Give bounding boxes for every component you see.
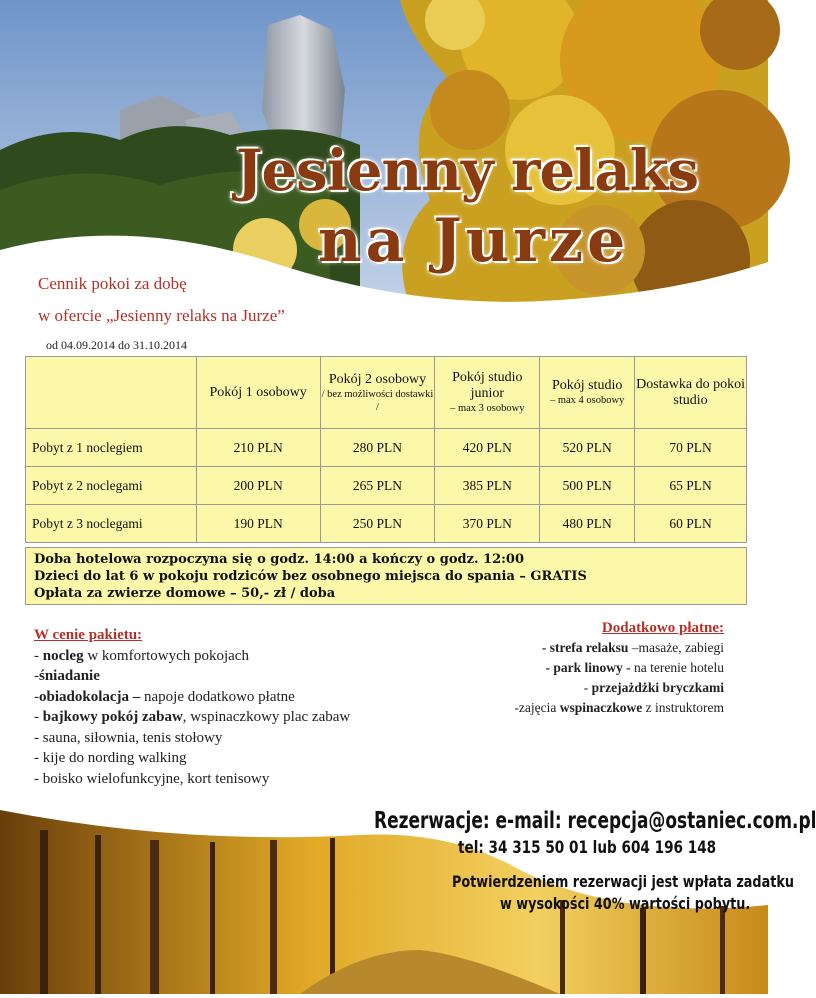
row-label: Pobyt z 1 noclegiem	[26, 429, 197, 467]
hotel-notes	[25, 547, 747, 605]
list-item: - sauna, siłownia, tenis stołowy	[34, 729, 223, 746]
offer-dates: od 04.09.2014 do 31.10.2014	[46, 338, 187, 352]
note-pets: Opłata za zwierze domowe – 50,- zł / doba	[34, 586, 336, 601]
price-table	[25, 356, 747, 543]
list-item: -śniadanie	[34, 668, 100, 684]
pricelist-heading: Cennik pokoi za dobę	[38, 274, 187, 293]
table-header	[540, 357, 635, 429]
price-cell: 420 PLN	[435, 429, 540, 467]
price-cell: 70 PLN	[635, 429, 747, 467]
deposit-note-line2: w wysokości 40% wartości pobytu.	[500, 894, 751, 913]
price-cell: 60 PLN	[635, 505, 747, 543]
header-main: Pokój studio	[551, 378, 623, 393]
price-cell: 480 PLN	[540, 505, 635, 543]
reservation-email: Rezerwacje: e-mail: recepcja@ostaniec.com.pl	[374, 808, 816, 834]
table-header	[196, 357, 320, 429]
list-item: - kije do nording walking	[34, 750, 187, 766]
table-row	[26, 505, 747, 543]
price-cell: 370 PLN	[435, 505, 540, 543]
reservation-phone: tel: 34 315 50 01 lub 604 196 148	[458, 838, 717, 858]
page-title-line2: na Jurze	[318, 206, 630, 276]
page-title-line1: Jesienny relaks	[236, 138, 699, 204]
price-cell: 65 PLN	[635, 467, 747, 505]
price-cell: 200 PLN	[196, 467, 320, 505]
list-item: - bajkowy pokój zabaw, wspinaczkowy plac zabaw	[34, 709, 351, 725]
table-header-empty	[26, 357, 197, 429]
table-header	[320, 357, 435, 429]
list-item: - przejażdżki bryczkami	[583, 680, 724, 695]
row-label: Pobyt z 3 noclegami	[26, 505, 197, 543]
price-cell: 385 PLN	[435, 467, 540, 505]
price-cell: 210 PLN	[196, 429, 320, 467]
price-cell: 280 PLN	[320, 429, 435, 467]
note-checkin: Doba hotelowa rozpoczyna się o godz. 14:00 a kończy o godz. 12:00	[34, 552, 525, 567]
list-item: - nocleg w komfortowych pokojach	[34, 647, 249, 664]
header-main: Dostawka do pokoi studio	[636, 376, 745, 408]
price-cell: 190 PLN	[196, 505, 320, 543]
price-cell: 265 PLN	[320, 467, 435, 505]
price-cell: 500 PLN	[540, 467, 635, 505]
list-item: - strefa relaksu –masaże, zabiegi	[541, 640, 724, 655]
note-children: Dzieci do lat 6 w pokoju rodziców bez osobnego miejsca do spania – GRATIS	[34, 569, 587, 584]
list-item: -zajęcia wspinaczkowe z instruktorem	[514, 700, 724, 715]
header-main: Pokój 1 osobowy	[209, 384, 307, 400]
list-item: - boisko wielofunkcyjne, kort tenisowy	[34, 770, 270, 787]
included-title: W cenie pakietu:	[34, 627, 143, 643]
list-item: -obiadokolacja – napoje dodatkowo płatne	[34, 688, 295, 705]
extra-title: Dodatkowo płatne:	[601, 620, 724, 636]
offer-heading: w ofercie „Jesienny relaks na Jurze”	[38, 306, 285, 325]
header-sub: – max 3 osobowy	[450, 403, 525, 414]
price-cell: 520 PLN	[540, 429, 635, 467]
row-label: Pobyt z 2 noclegami	[26, 467, 197, 505]
header-main: Pokój 2 osobowy	[328, 371, 427, 387]
table-header	[635, 357, 747, 429]
price-cell: 250 PLN	[320, 505, 435, 543]
header-sub: / bez możliwości dostawki /	[321, 388, 434, 413]
deposit-note-line1: Potwierdzeniem rezerwacji jest wpłata zadatku	[452, 872, 794, 891]
table-row	[26, 429, 747, 467]
table-header	[435, 357, 540, 429]
header-sub: – max 4 osobowy	[549, 395, 625, 406]
header-main: Pokój studio junior	[452, 370, 523, 401]
table-row	[26, 467, 747, 505]
list-item: - park linowy - na terenie hotelu	[545, 660, 724, 675]
extra-paid-list	[394, 618, 724, 718]
table-header-row	[26, 357, 747, 429]
